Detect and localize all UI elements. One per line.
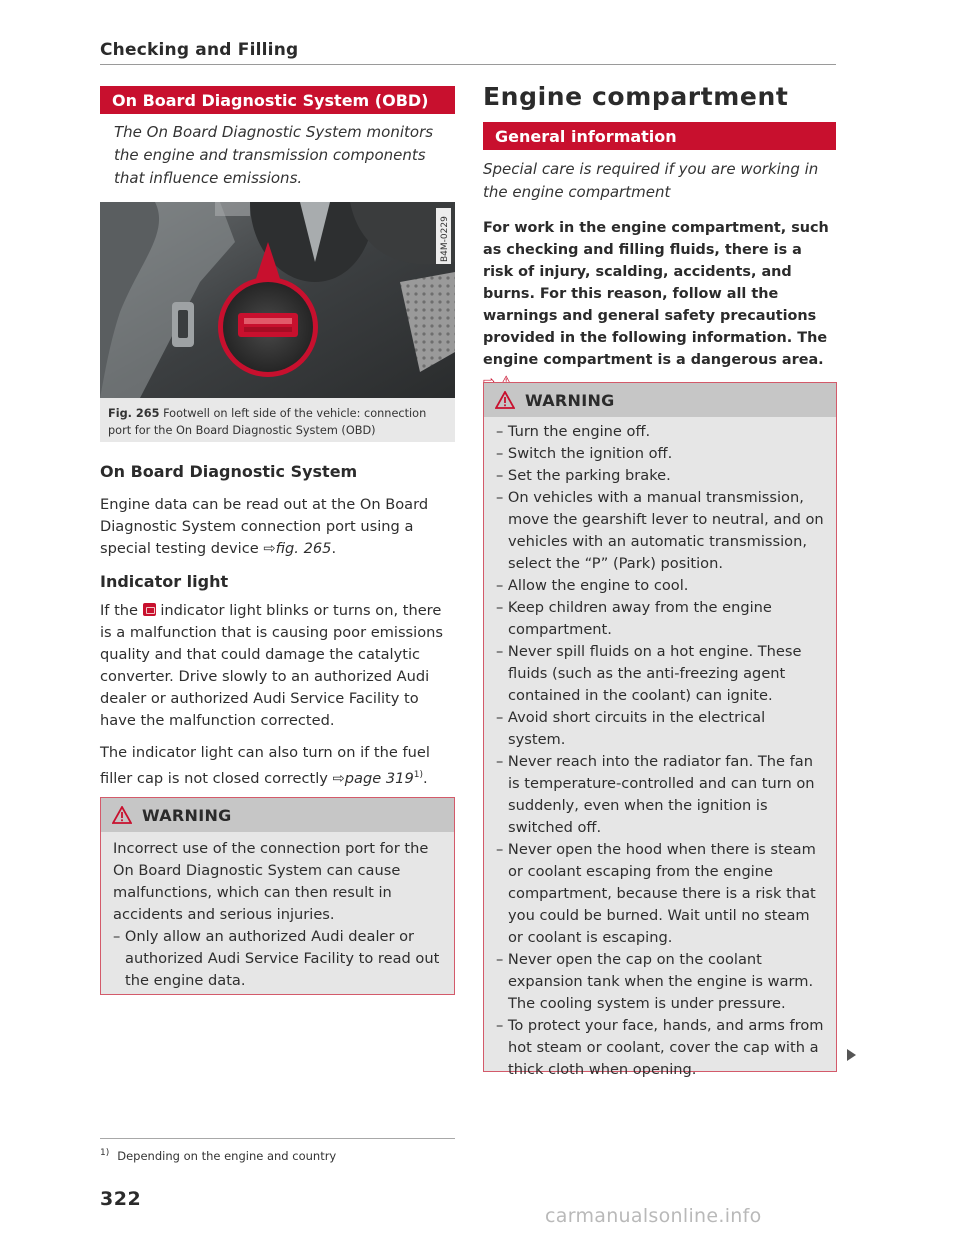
figure-265 bbox=[100, 202, 455, 442]
engine-intro: Special care is required if you are working in the engine compartment bbox=[483, 160, 819, 201]
figure-caption bbox=[108, 405, 448, 439]
engine-compartment-title: Engine compartment bbox=[483, 82, 789, 111]
warning-text: Incorrect use of the connection port for the On Board Diagnostic System can cause malfunctions, which can then result in accidents and serious injuries. bbox=[113, 840, 429, 923]
indicator-paragraph-post: indicator light blinks or turns on, there is a malfunction that is causing poor emissions quality and that could damage the catalytic converter. Drive slowly to an authorized Audi dealer or authorized Audi Service Facility to have the malfunction corrected. bbox=[100, 602, 443, 729]
warning-title: WARNING bbox=[525, 390, 615, 410]
warning-item: – Avoid short circuits in the electrical system. bbox=[496, 709, 766, 748]
obd-heading: On Board Diagnostic System (OBD) bbox=[100, 86, 455, 114]
section-title: Checking and Filling bbox=[100, 40, 299, 60]
engine-safety-text: For work in the engine compartment, such as checking and filling fluids, there is a risk of injury, scalding, accidents, and burns. For this reason, follow all the warnings and general safety precautions provided in the following information. The engine compartment is a dangerous area. bbox=[483, 220, 829, 368]
warning-item: – Never spill fluids on a hot engine. These fluids (such as the anti-freezing agent contained in the coolant) can ignite. bbox=[496, 643, 802, 704]
warning-title: WARNING bbox=[142, 805, 232, 825]
cross-ref-arrow: ⇨ bbox=[263, 540, 276, 557]
warning-item: – On vehicles with a manual transmission, move the gearshift lever to neutral, and on vehicles with an automatic transmission, select the “P” (Park) position. bbox=[496, 489, 824, 572]
warning-item: – Keep children away from the engine compartment. bbox=[496, 599, 772, 638]
engine-safety-paragraph bbox=[483, 217, 836, 393]
obd-footwell-photo bbox=[100, 202, 455, 398]
warning-item: – Turn the engine off. bbox=[496, 423, 651, 440]
watermark: carmanualsonline.info bbox=[545, 1205, 762, 1227]
fuel-cap-text: The indicator light can also turn on if the fuel filler cap is not closed correctly bbox=[100, 744, 430, 787]
figure-reference-link[interactable]: fig. 265 bbox=[275, 540, 332, 557]
indicator-paragraph-pre: If the bbox=[100, 602, 139, 619]
footnote-text: Depending on the engine and country bbox=[117, 1148, 337, 1163]
obd-warning-box bbox=[100, 797, 455, 995]
engine-warning-box bbox=[483, 382, 837, 1078]
indicator-heading: Indicator light bbox=[100, 572, 229, 591]
footnote bbox=[100, 1148, 336, 1163]
warning-item: – To protect your face, hands, and arms from hot steam or coolant, cover the cap with a thick cloth when opening. bbox=[496, 1017, 824, 1078]
cross-ref-arrow: ⇨ bbox=[332, 769, 345, 787]
period: . bbox=[422, 769, 428, 787]
warning-item: – Set the parking brake. bbox=[496, 467, 671, 484]
warning-body bbox=[101, 832, 454, 992]
obd-subheading: On Board Diagnostic System bbox=[100, 462, 358, 481]
warning-item: – Never open the hood when there is steam or coolant escaping from the engine compartment, because there is a risk that you could be burned. Wait until no steam or coolant is escaping. bbox=[496, 841, 816, 946]
footnote-number: 1) bbox=[100, 1148, 110, 1158]
figure-caption-text: Footwell on left side of the vehicle: connection port for the On Board Diagnostic System (OBD) bbox=[108, 407, 427, 437]
warning-header bbox=[101, 798, 454, 832]
obd-paragraph-text: Engine data can be read out at the On Board Diagnostic System connection port using a special testing device bbox=[100, 496, 429, 557]
warning-item: – Switch the ignition off. bbox=[496, 445, 673, 462]
warning-item: – Never reach into the radiator fan. The fan is temperature-controlled and can turn on suddenly, even when the ignition is switched off. bbox=[496, 753, 815, 836]
footnote-mark: 1) bbox=[413, 770, 423, 780]
obd-intro: The On Board Diagnostic System monitors the engine and transmission components that influence emissions. bbox=[114, 123, 434, 187]
figure-caption-label: Fig. 265 bbox=[108, 407, 160, 420]
warning-item: – Only allow an authorized Audi dealer or authorized Audi Service Facility to read out the engine data. bbox=[113, 928, 440, 989]
warning-triangle-icon bbox=[112, 806, 132, 824]
page-number: 322 bbox=[100, 1188, 142, 1210]
page-reference-link[interactable]: page 319 bbox=[344, 769, 414, 787]
warning-header bbox=[484, 383, 836, 417]
warning-triangle-icon bbox=[495, 391, 515, 409]
image-code: B4M-0229 bbox=[440, 216, 450, 262]
fuel-cap-paragraph bbox=[100, 742, 455, 790]
warning-item: – Allow the engine to cool. bbox=[496, 577, 689, 594]
engine-warning-icon bbox=[143, 603, 156, 616]
header-rule bbox=[100, 64, 836, 65]
general-information-heading: General information bbox=[483, 122, 836, 150]
period: . bbox=[331, 540, 337, 557]
indicator-paragraph bbox=[100, 600, 455, 732]
footnote-rule bbox=[100, 1138, 455, 1139]
warning-item: – Never open the cap on the coolant expansion tank when the engine is warm. The cooling system is under pressure. bbox=[496, 951, 814, 1012]
warning-body bbox=[484, 417, 836, 1081]
obd-paragraph bbox=[100, 494, 455, 560]
continue-arrow-icon[interactable] bbox=[847, 1049, 856, 1061]
